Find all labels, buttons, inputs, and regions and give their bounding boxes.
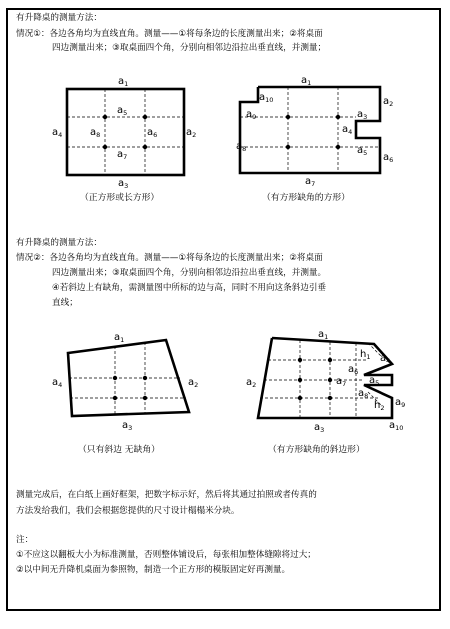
figure-notched-rectangle	[236, 75, 393, 203]
footer-para1-line1: 测量完成后，在白纸上画好框架，把数字标示好，然后将其通过拍照或者传真的	[16, 490, 317, 500]
section1-line1: 情况①：各边各角均为直线直角。测量——①将每条边的长度测量出来；②将桌面	[16, 29, 323, 39]
svg-text:a3: $a_3$	[314, 422, 325, 434]
svg-text:a2: $a_2$	[246, 377, 257, 389]
svg-text:a4: $a_4$	[342, 124, 353, 136]
svg-text:a4: $a_4$	[380, 353, 391, 365]
section1-line2: 四边测量出来；③取桌面四个角，分别向相邻边沿拉出垂直线，并测量；	[52, 43, 327, 53]
svg-text:a2: $a_2$	[186, 127, 197, 139]
footer-note-title: 注：	[16, 535, 34, 545]
fig3-caption: （只有斜边 无缺角）	[78, 445, 160, 455]
section2-line2: 四边测量出来；③取桌面四个角，分别向相邻边沿拉出垂直线，并测量。	[52, 268, 327, 278]
svg-text:a5: $a_5$	[117, 105, 128, 117]
svg-text:a2: $a_2$	[383, 96, 394, 108]
svg-text:a1: $a_1$	[118, 76, 129, 88]
figure-slanted-quadrilateral	[52, 332, 198, 455]
svg-text:h2: $h_2$	[374, 400, 385, 412]
svg-text:a1: $a_1$	[301, 75, 312, 87]
svg-text:a7: $a_7$	[336, 376, 347, 388]
svg-text:a4: $a_4$	[52, 377, 63, 389]
svg-text:a6: $a_6$	[348, 364, 359, 376]
svg-text:a6: $a_6$	[147, 127, 158, 139]
fig4-caption: （有方形缺角的斜边形）	[268, 445, 365, 455]
section2-title: 有升降桌的测量方法：	[16, 238, 102, 248]
svg-text:a3: $a_3$	[357, 109, 368, 121]
svg-text:a8: $a_8$	[358, 388, 369, 400]
svg-text:a10: $a_{10}$	[389, 420, 404, 432]
figure-rectangle	[52, 76, 196, 203]
svg-text:a8: $a_8$	[90, 127, 101, 139]
svg-text:a5: $a_5$	[357, 145, 368, 157]
footer-note1: ①不应这以翻板大小为标准测量，否则整体铺设后，每张相加整体缝隙将过大；	[16, 550, 316, 560]
section1-title: 有升降桌的测量方法：	[16, 13, 102, 23]
svg-text:a5: $a_5$	[369, 375, 380, 387]
svg-text:h1: $h_1$	[360, 349, 371, 361]
section2-line3: ④若斜边上有缺角，需测量图中所标的边与高，同时不用向这条斜边引垂	[52, 283, 327, 293]
fig1-caption: （正方形或长方形）	[80, 193, 160, 203]
footer-para1-line2: 方法发给我们，我们会根据您提供的尺寸设计榻榻米分块。	[16, 506, 240, 516]
svg-text:a9: $a_9$	[395, 397, 406, 409]
svg-text:a8: $a_8$	[236, 141, 247, 153]
svg-text:a3: $a_3$	[122, 420, 133, 432]
svg-text:a7: $a_7$	[117, 149, 128, 161]
footer-note2: ②以中间无升降机桌面为参照物，制造一个正方形的模版固定好再测量。	[16, 565, 291, 575]
svg-text:a7: $a_7$	[305, 176, 316, 188]
figure-notched-slanted	[246, 329, 405, 455]
svg-text:a10: $a_{10}$	[259, 92, 274, 104]
fig2-caption: （有方形缺角的方形）	[262, 193, 350, 203]
svg-text:a2: $a_2$	[188, 377, 199, 389]
svg-text:a4: $a_4$	[52, 127, 63, 139]
svg-text:a1: $a_1$	[114, 332, 125, 344]
svg-text:a1: $a_1$	[318, 329, 329, 341]
section2-line4: 直线；	[52, 298, 78, 308]
svg-text:a3: $a_3$	[118, 178, 129, 190]
svg-text:a9: $a_9$	[246, 109, 257, 121]
svg-text:a6: $a_6$	[383, 152, 394, 164]
section2-line1: 情况②：各边各角均为直线直角。测量——①将每条边的长度测量出来；②将桌面	[16, 253, 323, 263]
